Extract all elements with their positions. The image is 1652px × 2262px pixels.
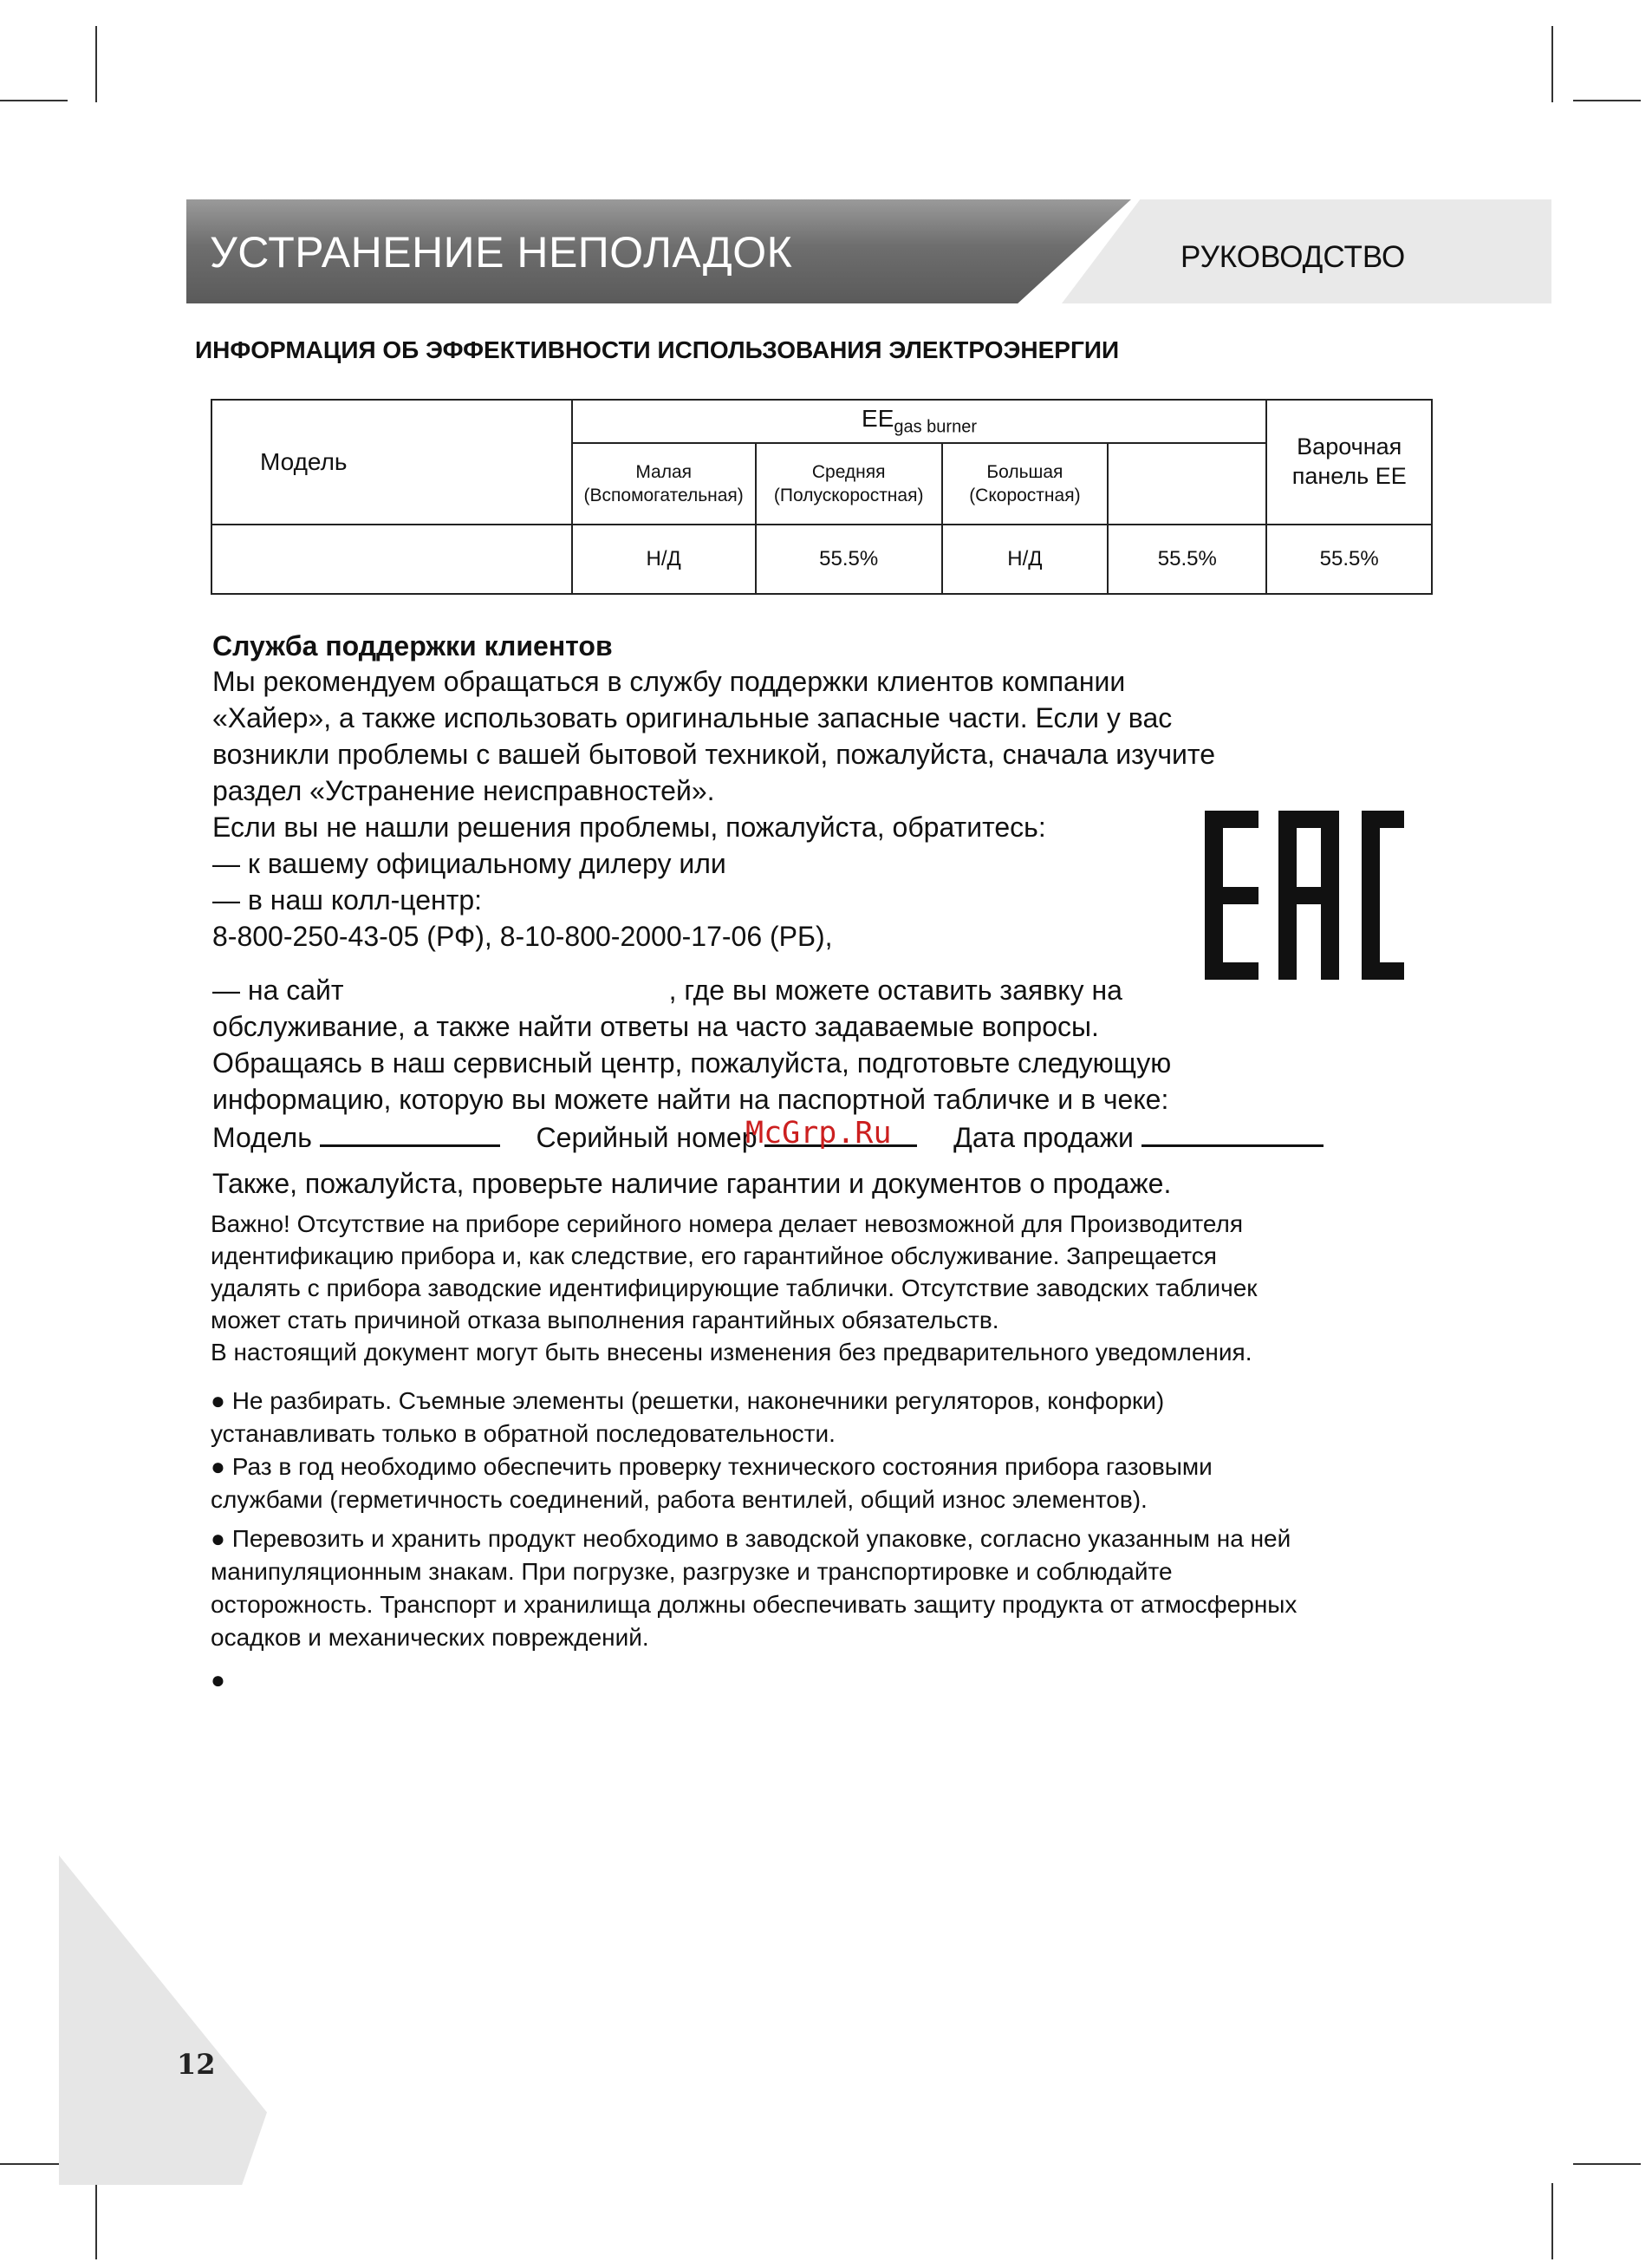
manual-label: РУКОВОДСТВО	[1180, 240, 1406, 274]
section-title: УСТРАНЕНИЕ НЕПОЛАДОК	[210, 228, 793, 277]
ee-value: Н/Д	[572, 525, 756, 594]
watermark: McGrp.Ru	[745, 1116, 892, 1151]
site-suffix: , где вы можете оставить заявку на	[668, 975, 1122, 1006]
bullet-empty: ●	[211, 1666, 225, 1693]
burner-large-header	[942, 443, 1109, 525]
important-line: Важно! Отсутствие на приборе серийного номера делает невозможной для Производителя	[211, 1210, 1244, 1237]
support-line: Мы рекомендуем обращаться в службу поддержки клиентов компании	[212, 666, 1126, 697]
page-corner-decoration	[59, 1855, 267, 2185]
crop-mark	[95, 26, 97, 102]
support-line: раздел «Устранение неисправностей».	[212, 775, 715, 806]
support-line: Обращаясь в наш сервисный центр, пожалуйста, подготовьте следующую	[212, 1047, 1172, 1079]
model-value	[211, 525, 572, 594]
hob-header-line2: панель EE	[1291, 463, 1407, 489]
burner-small-header	[572, 443, 756, 525]
ee-subscript: gas burner	[894, 417, 977, 437]
support-line: — в наш колл-центр:	[212, 884, 483, 916]
support-line: обслуживание, а также найти ответы на часто задаваемые вопросы.	[212, 1011, 1099, 1042]
form-model-label: Модель	[212, 1122, 312, 1153]
support-line: «Хайер», а также использовать оригинальные запасные части. Если у вас	[212, 702, 1173, 733]
ee-value: Н/Д	[942, 525, 1109, 594]
important-line: может стать причиной отказа выполнения гарантийных обязательств.	[211, 1307, 999, 1333]
date-blank	[1141, 1120, 1324, 1147]
phone-numbers: 8-800-250-43-05 (РФ), 8-10-800-2000-17-06 (РБ),	[212, 921, 833, 952]
hob-ee-value: 55.5%	[1266, 525, 1432, 594]
support-line: Если вы не нашли решения проблемы, пожалуйста, обратитесь:	[212, 812, 1046, 843]
ee-gas-burner-header	[572, 400, 1267, 443]
ee-value: 55.5%	[756, 525, 942, 594]
hob-header-line1: Варочная	[1297, 433, 1402, 460]
ee-label: EE	[862, 405, 894, 433]
burner-medium-header	[756, 443, 942, 525]
note-line: ● Перевозить и хранить продукт необходимо в заводской упаковке, согласно указанным на ней	[211, 1525, 1291, 1552]
site-prefix: — на сайт	[212, 975, 344, 1006]
note-line: осадков и механических повреждений.	[211, 1624, 649, 1651]
note-line: ● Раз в год необходимо обеспечить проверку технического состояния прибора газовыми	[211, 1453, 1213, 1480]
energy-heading: ИНФОРМАЦИЯ ОБ ЭФФЕКТИВНОСТИ ИСПОЛЬЗОВАНИЯ ЭЛЕКТРОЭНЕРГИИ	[195, 336, 1120, 363]
check-line: Также, пожалуйста, проверьте наличие гарантии и документов о продаже.	[212, 1168, 1172, 1199]
note-line: манипуляционным знакам. При погрузке, разгрузке и транспортировке и соблюдайте	[211, 1558, 1173, 1585]
burner-name: Средняя	[811, 461, 886, 482]
ee-value: 55.5%	[1108, 525, 1266, 594]
crop-mark	[95, 2183, 97, 2259]
site-line	[212, 975, 1122, 1007]
eac-logo	[1205, 811, 1404, 980]
model-blank	[320, 1120, 500, 1147]
crop-mark	[1551, 2183, 1553, 2259]
important-line: идентификацию прибора и, как следствие, его гарантийное обслуживание. Запрещается	[211, 1242, 1217, 1269]
note-line: осторожность. Транспорт и хранилища должны обеспечивать защиту продукта от атмосферных	[211, 1591, 1298, 1618]
crop-mark	[1573, 2163, 1641, 2165]
burner-type: (Полускоростная)	[773, 486, 924, 505]
model-header: Модель	[211, 400, 572, 525]
burner-type: (Вспомогательная)	[583, 486, 744, 505]
support-line: возникли проблемы с вашей бытовой техникой, пожалуйста, сначала изучите	[212, 739, 1216, 770]
support-line: информацию, которую вы можете найти на паспортной табличке и в чеке:	[212, 1084, 1169, 1115]
page-number: 12	[177, 2048, 216, 2081]
note-line: ● Не разбирать. Съемные элементы (решетки, наконечники регуляторов, конфорки)	[211, 1387, 1165, 1414]
burner-name: Большая	[986, 461, 1063, 482]
crop-mark	[1573, 100, 1641, 101]
burner-type: (Скоростная)	[969, 486, 1081, 505]
support-line: — к вашему официальному дилеру или	[212, 848, 726, 879]
burner-extra-header	[1108, 443, 1266, 525]
note-line: службами (герметичность соединений, работа вентилей, общий износ элементов).	[211, 1486, 1148, 1513]
important-line: удалять с прибора заводские идентифицирующие таблички. Отсутствие заводских табличек	[211, 1274, 1258, 1301]
energy-table	[211, 399, 1433, 595]
note-line: устанавливать только в обратной последовательности.	[211, 1420, 836, 1447]
form-serial-label: Серийный номер	[536, 1122, 758, 1153]
crop-mark	[0, 100, 68, 101]
support-title: Служба поддержки клиентов	[212, 630, 613, 662]
form-date-label: Дата продажи	[953, 1122, 1134, 1153]
important-line: В настоящий документ могут быть внесены изменения без предварительного уведомления.	[211, 1339, 1252, 1366]
burner-name: Малая	[635, 461, 693, 482]
crop-mark	[1551, 26, 1553, 102]
hob-ee-header	[1266, 400, 1432, 525]
crop-mark	[0, 2163, 68, 2165]
